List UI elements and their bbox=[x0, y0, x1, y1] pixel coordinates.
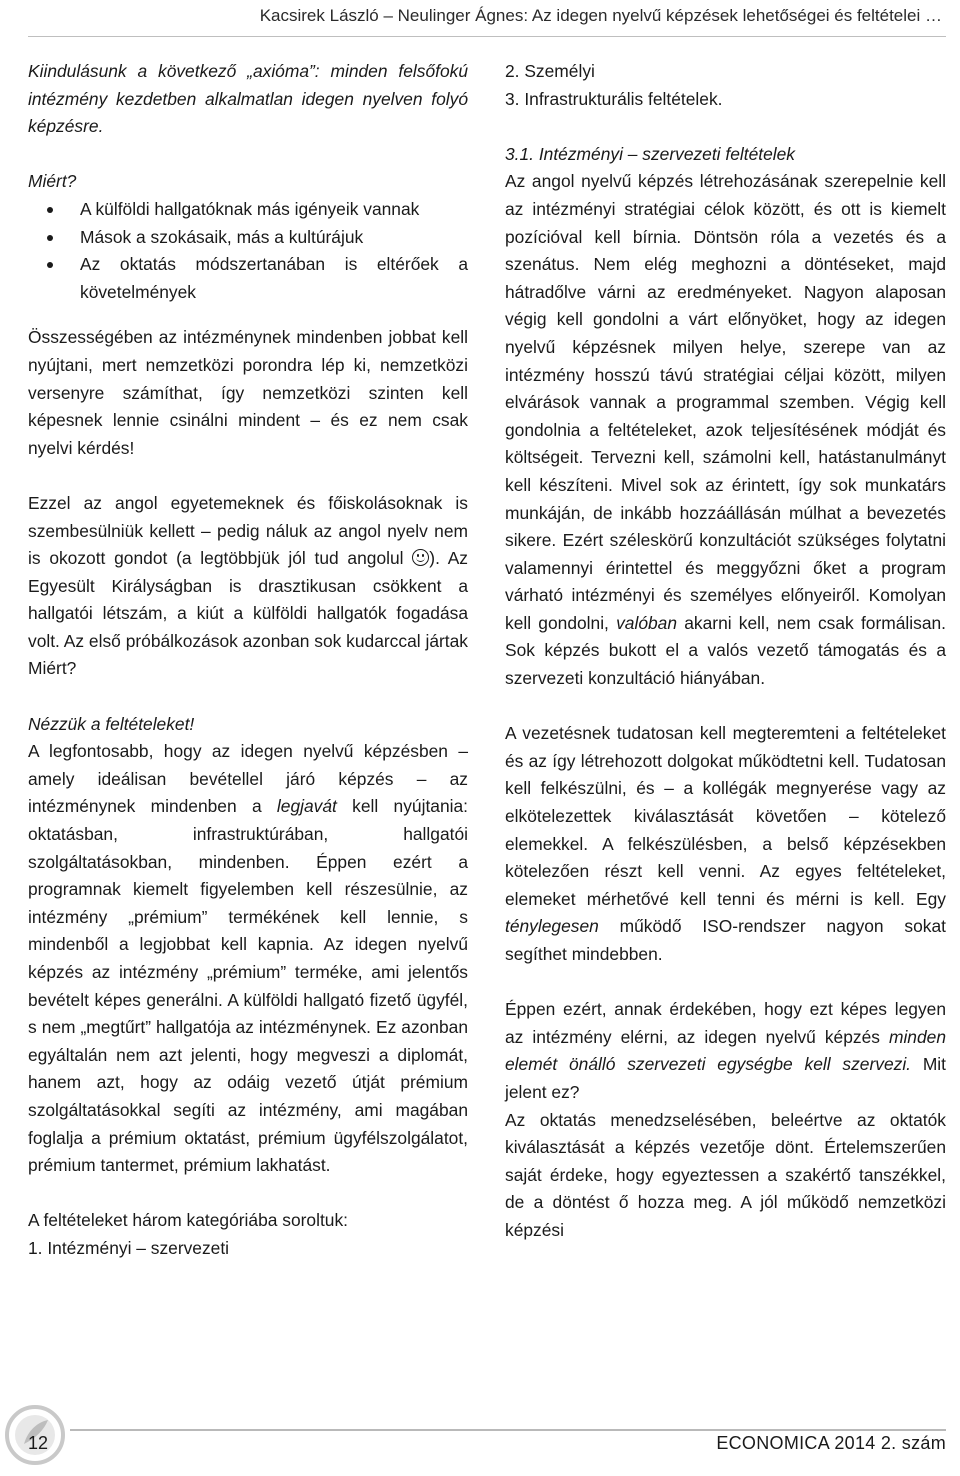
journal-name: ECONOMICA 2014 2. szám bbox=[716, 1433, 946, 1453]
paragraph-1: Az angol nyelvű képzés létrehozásának szerepelnie kell az intézményi stratégiai célok között, és ott is kiemelt pozícióval kell bírnia. Döntsön róla a vezetés és a szenátus. Nem elég meghozni a döntéseket, majd hátradőlve várni az eredményeket. Nagyon alaposan végig kell gondolni a várt előnyöket, hogy az idegen nyelvű képzésnek milyen helye, szerepe van az intézmény hosszú távú stratégiai céljai között, milyen elvárások vannak a programmal szemben. Végig kell gondolnia a feltételeket, azok teljesítésének módját és költségeit. Tervezni kell, számolni kell, hatástanulmányt kell készíteni. Mivel sok az érintett, így sok munkatárs munkáján, de inkább hozzáállásán múlhat a bevezetés sikere. Ezért széleskörű konzultációt szükséges folytatni valamennyi érintettel és meggyőzni őket a program várható intézményi és személyes előnyeiről. Komolyan kell gondolni, valóban akarni kell, nem csak formálisan. Sok képzés bukott el a valós vezető támogatás és a szervezeti konzultáció hiányában. bbox=[505, 171, 946, 689]
categories-intro: A feltételeket három kategóriába soroltuk: bbox=[28, 1210, 348, 1231]
running-header bbox=[28, 0, 946, 37]
category-3: 3. Infrastrukturális feltételek. bbox=[505, 88, 723, 109]
right-column bbox=[505, 58, 946, 1245]
uk-paragraph: Ezzel az angol egyetemeknek és főiskolásoknak is szembesülniük kellett – pedig náluk az angol nyelv nem is okozott gondot (a legtöbbjük jól tud angolul ). Az Egyesült Királyságban is drasztikusan csökkent a hallgatói létszám, a kiút a külföldi hallgatók fogadása volt. Az első próbálkozások azonban sok kudarccal jártak Miért? bbox=[28, 492, 468, 679]
list-item: Mások a szokásaik, más a kultúrájuk bbox=[28, 224, 468, 252]
paragraph-3: Éppen ezért, annak érdekében, hogy ezt képes legyen az intézmény elérni, az idegen nyelvű képzés minden elemét önálló szervezeti egységbe kell szervezi. Mit jelent ez? bbox=[505, 999, 946, 1102]
paragraph-2: A vezetésnek tudatosan kell megteremteni a feltételeket és az így létrehozott dolgokat működtetni kell. Tudatosan kell felkészülni, és – a kollégák megnyerése vagy az elkötelezettek kiválasztását követően – kötelező elemekkel. A felkészülésben, a belső képzésekben kötelezően részt kell venni. Az egyes feltételeket, elemeket mérhetővé kell tenni és mérni is kell. Egy ténylegesen működő ISO-rendszer nagyon sokat segíthet mindebben. bbox=[505, 723, 946, 964]
smiley-icon bbox=[412, 549, 429, 566]
main-paragraph: A legfontosabb, hogy az idegen nyelvű képzésben – amely ideálisan bevétellel járó képzés – az intézménynek mindenben a legjavát kell nyújtania: oktatásban, infrastruktúrában, hallgatói szolgáltatásokban, mindenben. Éppen ezért a programnak kiemelt figyelemben kell részesülnie, az intézmény „prémium” termékének kell lennie, s mindenből a legjobbat kell kapnia. Az idegen nyelvű képzés az intézmény „prémium” terméke, ami jelentős bevételt képes generálni. A külföldi hallgató fizető ügyfél, s nem „megtűrt” hallgatója az intézménynek. Ez azonban egyáltalán nem azt jelenti, hogy megveszi a diplomát, hanem azt, hogy az odáig vezető útját prémium szolgáltatásokkal segíti az intézmény, ami magában foglalja a prémium oktatást, prémium ügyfélszolgálatot, prémium tantermet, prémium lakhatást. bbox=[28, 741, 469, 1176]
page-number: 12 bbox=[28, 1433, 49, 1453]
paragraph-4: Az oktatás menedzselésében, beleértve az oktatók kiválasztását a képzés vezetője dönt. Értelemszerűen saját érdeke, hogy egyeztessen a szakértő tanszékkel, de a döntést ő hozza meg. A jól működő nemzetközi képzési bbox=[505, 1109, 946, 1240]
section-heading: 3.1. Intézményi – szervezeti feltételek bbox=[505, 143, 795, 164]
category-1: 1. Intézményi – szervezeti bbox=[28, 1237, 230, 1258]
why-label: Miért? bbox=[28, 171, 77, 192]
left-column bbox=[28, 58, 468, 1263]
reasons-list bbox=[28, 196, 468, 306]
footer-rule bbox=[70, 1429, 946, 1431]
axiom-intro: Kiindulásunk a következő „axióma”: minden felsőfokú intézmény kezdetben alkalmatlan idegen nyelven folyó képzésre. bbox=[28, 61, 468, 137]
list-item: Az oktatás módszertanában is eltérőek a követelmények bbox=[28, 251, 468, 306]
category-2: 2. Személyi bbox=[505, 61, 595, 81]
summary-paragraph: Összességében az intézménynek mindenben jobbat kell nyújtani, mert nemzetközi porondra lép ki, nemzetközi versenyre számíthat, így nemzetközi szinten kell képesnek lennie csinálni mindent – és ez nem csak nyelvi kérdés! bbox=[28, 327, 468, 458]
running-title: Kacsirek László – Neulinger Ágnes: Az idegen nyelvű képzések lehetőségei és feltételei … bbox=[259, 6, 942, 25]
list-item: A külföldi hallgatóknak más igényeik vannak bbox=[28, 196, 468, 224]
conditions-heading: Nézzük a feltételeket! bbox=[28, 713, 195, 734]
